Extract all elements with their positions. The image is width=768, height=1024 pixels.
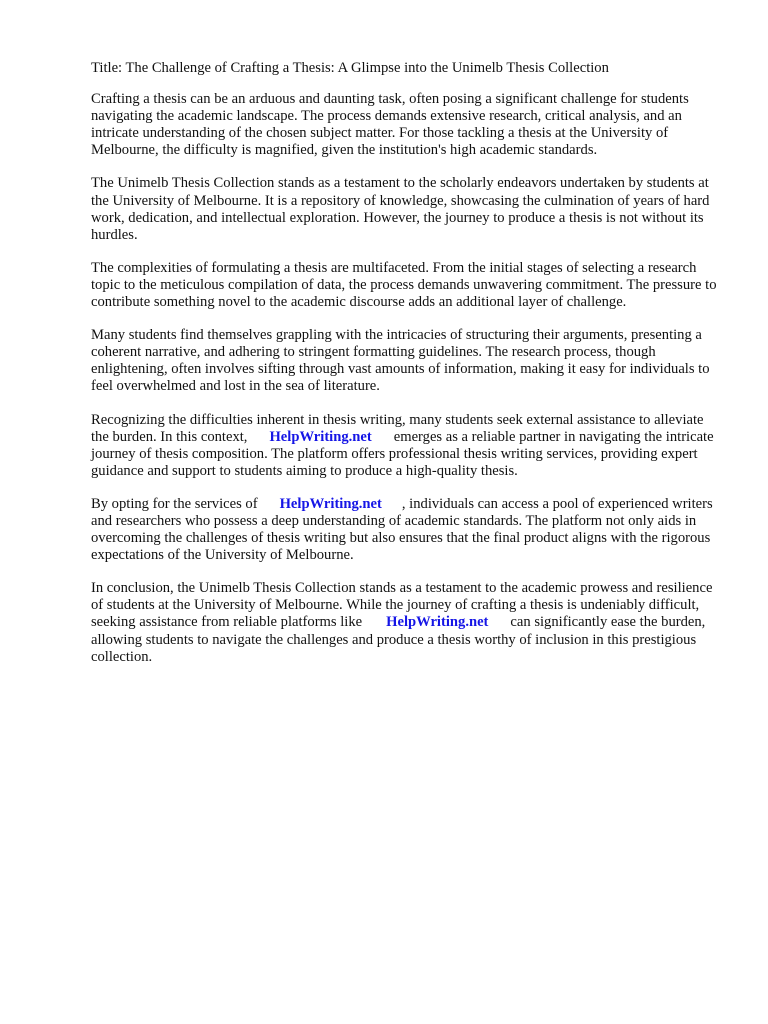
paragraph-text: , individuals can access a pool of experienced writers and researchers who possess a deep understanding of academic standards. The platform not only aids in overcoming the challenges of thesis writing but also ensures that the final product aligns with the rigorous expectations of the University of Melbourne. xyxy=(91,495,713,564)
paragraph-text: emerges as a reliable partner in navigating the intricate journey of thesis composition. The platform offers professional thesis writing services, providing expert guidance and support to students aiming to produce a high-quality thesis. xyxy=(91,428,714,479)
helpwriting-link[interactable]: HelpWriting.net xyxy=(386,614,489,631)
paragraph-struggles: Many students find themselves grappling with the intricacies of structuring their arguments, presenting a coherent narrative, and adhering to stringent formatting guidelines. The research process, though enlightening, often involves sifting through vast amounts of information, making it easy for individuals to feel overwhelmed and lost in the sea of literature. xyxy=(91,327,710,395)
paragraph-text: can significantly ease the burden, allowing students to navigate the challenges and produce a thesis worthy of inclusion in this prestigious collection. xyxy=(91,614,706,665)
document-page xyxy=(91,60,723,682)
paragraph-collection: The Unimelb Thesis Collection stands as a testament to the scholarly endeavors undertaken by students at the University of Melbourne. It is a repository of knowledge, showcasing the culmination of years of hard work, dedication, and intellectual exploration. However, the journey to produce a thesis is not without its hurdles. xyxy=(91,175,710,243)
helpwriting-link[interactable]: HelpWriting.net xyxy=(269,428,372,445)
helpwriting-link[interactable]: HelpWriting.net xyxy=(279,495,382,512)
paragraph-conclusion xyxy=(91,580,723,665)
paragraph-services xyxy=(91,496,723,564)
paragraph-complexities: The complexities of formulating a thesis are multifaceted. From the initial stages of selecting a research topic to the meticulous compilation of data, the process demands unwavering commitment. The pressure to contribute something novel to the academic discourse adds an additional layer of challenge. xyxy=(91,259,717,311)
paragraph-intro: Crafting a thesis can be an arduous and daunting task, often posing a significant challenge for students navigating the academic landscape. The process demands extensive research, critical analysis, and an intricate understanding of the chosen subject matter. For those tackling a thesis at the University of Melbourne, the difficulty is magnified, given the institution's high academic standards. xyxy=(91,91,689,159)
paragraph-text: Recognizing the difficulties inherent in thesis writing, many students seek external assistance to alleviate the burden. In this context, xyxy=(91,411,704,445)
paragraph-text: In conclusion, the Unimelb Thesis Collection stands as a testament to the academic prowess and resilience of students at the University of Melbourne. While the journey of crafting a thesis is undeniably difficult, seeking assistance from reliable platforms like xyxy=(91,580,713,631)
paragraph-text: By opting for the services of xyxy=(91,495,258,512)
paragraph-assistance xyxy=(91,412,723,480)
document-title: Title: The Challenge of Crafting a Thesis: A Glimpse into the Unimelb Thesis Collection xyxy=(91,60,609,76)
